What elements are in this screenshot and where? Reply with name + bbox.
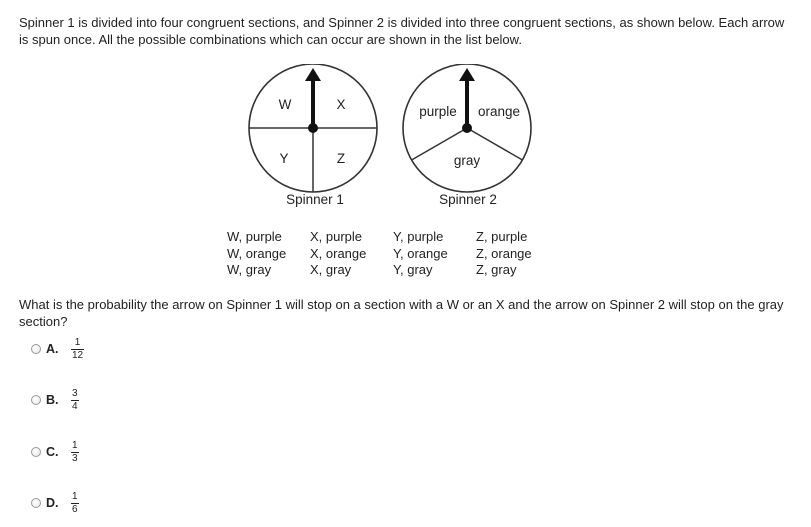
fraction-numerator: 3 [72,387,78,399]
radio-button-b[interactable] [31,395,41,405]
combination-item: Y, gray [393,262,433,277]
answer-option-a[interactable] [31,336,84,362]
combination-column-z [476,229,532,279]
combination-item: W, gray [227,262,272,277]
answer-option-b[interactable] [31,387,79,413]
spinner-2-caption: Spinner 2 [439,192,497,207]
spinner-1-section-y: Y [279,151,289,166]
fraction-denominator: 6 [72,503,78,515]
option-letter: C. [46,445,59,459]
combination-item: Y, purple [393,229,444,244]
combination-item: X, orange [310,245,367,261]
answer-option-c[interactable] [31,439,79,465]
combination-item: Z, orange [476,245,532,261]
radio-button-c[interactable] [31,447,41,457]
option-fraction [71,441,79,464]
spinner-2-section-orange: orange [477,104,521,119]
combination-item: W, purple [227,229,282,244]
option-letter: B. [46,393,59,407]
fraction-numerator: 1 [72,490,78,502]
option-fraction [71,492,79,515]
combination-item: Y, orange [393,245,448,261]
combination-item: Z, gray [476,262,517,277]
spinner-1 [249,64,377,207]
combination-item: Z, purple [476,229,528,244]
spinner-2-section-purple: purple [419,104,457,119]
option-fraction [71,389,79,412]
spinner-1-caption: Spinner 1 [286,192,344,207]
option-fraction [71,338,84,361]
fraction-denominator: 12 [72,349,84,361]
spinner-1-pivot [308,123,318,133]
combination-item: X, purple [310,229,363,244]
radio-button-a[interactable] [31,344,41,354]
combination-column-x [310,229,366,279]
intro-text: Spinner 1 is divided into four congruent sections, and Spinner 2 is divided into three congruent sections, as shown below. Each arrow is spun once. All the possible combinations which can occur are shown in the list below. [19,15,785,47]
spinner-2 [403,64,531,207]
option-letter: D. [46,496,59,510]
question-text: What is the probability the arrow on Spinner 1 will stop on a section with a W or an X and the arrow on Spinner 2 will stop on the gray section? [19,297,784,329]
spinner-2-pivot [462,123,472,133]
answer-option-d[interactable] [31,490,79,516]
combination-column-w [227,229,286,279]
fraction-numerator: 1 [74,336,81,348]
spinner-1-section-w: W [278,97,292,112]
spinners-diagram [246,64,536,210]
combination-column-y [393,229,448,279]
combination-item: X, gray [310,262,352,277]
spinner-1-section-x: X [336,97,346,112]
spinners-figure [246,64,536,210]
fraction-denominator: 3 [72,452,78,464]
spinner-1-section-z: Z [336,151,346,166]
combination-item: W, orange [227,245,287,261]
fraction-denominator: 4 [72,400,78,412]
fraction-numerator: 1 [72,439,78,451]
spinner-2-section-gray: gray [453,153,481,168]
radio-button-d[interactable] [31,498,41,508]
option-letter: A. [46,342,59,356]
